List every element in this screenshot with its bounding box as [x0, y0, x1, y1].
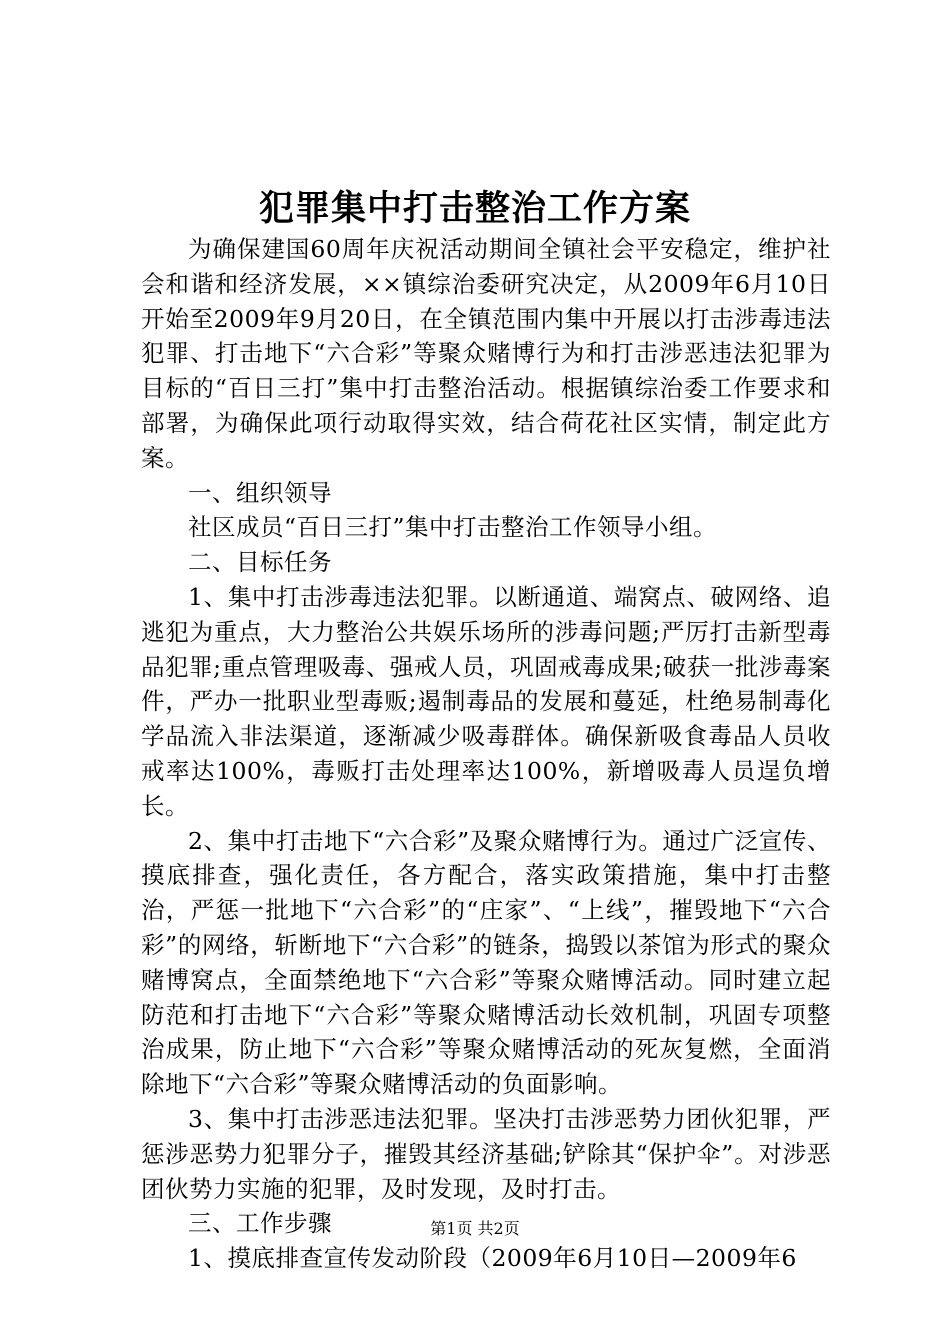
task-paragraph-gambling: 2、集中打击地下“六合彩”及聚众赌博行为。通过广泛宣传、摸底排查，强化责任，各方配合，落实政策措施，集中打击整治，严惩一批地下“六合彩”的“庄家”、“上线”，摧毁地下“六合彩”的网络，斩断地下“六合彩”的链条，捣毁以茶馆为形式的聚众赌博窝点，全面禁绝地下“六合彩”等聚众赌博活动。同时建立起防范和打击地下“六合彩”等聚众赌博活动长效机制，巩固专项整治成果，防止地下“六合彩”等聚众赌博活动的死灰复燃，全面消除地下“六合彩”等聚众赌博活动的负面影响。: [141, 826, 831, 1099]
intro-paragraph: 为确保建国60周年庆祝活动期间全镇社会平安稳定，维护社会和谐和经济发展，××镇综治委研究决定，从2009年6月10日开始至2009年9月20日，在全镇范围内集中开展以打击涉毒违法犯罪、打击地下“六合彩”等聚众赌博行为和打击涉恶违法犯罪为目标的“百日三打”集中打击整治活动。根据镇综治委工作要求和部署，为确保此项行动取得实效，结合荷花社区实情，制定此方案。: [141, 235, 831, 472]
page-footer: 第1页 共2页: [430, 1219, 520, 1238]
section-heading-goals: 二、目标任务: [188, 548, 332, 577]
step-paragraph-1: 1、摸底排查宣传发动阶段（2009年6月10日—2009年6: [188, 1244, 797, 1273]
section-heading-steps: 三、工作步骤: [188, 1209, 332, 1238]
organization-paragraph: 社区成员“百日三打”集中打击整治工作领导小组。: [188, 513, 718, 542]
document-title: 犯罪集中打击整治工作方案: [258, 188, 691, 229]
document-body: [141, 232, 831, 1276]
task-paragraph-gangs: 3、集中打击涉恶违法犯罪。坚决打击涉恶势力团伙犯罪，严惩涉恶势力犯罪分子，摧毁其经济基础;铲除其“保护伞”。对涉恶团伙势力实施的犯罪，及时发现，及时打击。: [141, 1104, 831, 1203]
task-paragraph-drugs: 1、集中打击涉毒违法犯罪。以断通道、端窝点、破网络、追逃犯为重点，大力整治公共娱乐场所的涉毒问题;严厉打击新型毒品犯罪;重点管理吸毒、强戒人员，巩固戒毒成果;破获一批涉毒案件，严办一批职业型毒贩;遏制毒品的发展和蔓延，杜绝易制毒化学品流入非法渠道，逐渐减少吸毒群体。确保新吸食毒品人员收戒率达100%，毒贩打击处理率达100%，新增吸毒人员逞负增长。: [141, 582, 831, 820]
section-heading-organization: 一、组织领导: [188, 478, 332, 507]
